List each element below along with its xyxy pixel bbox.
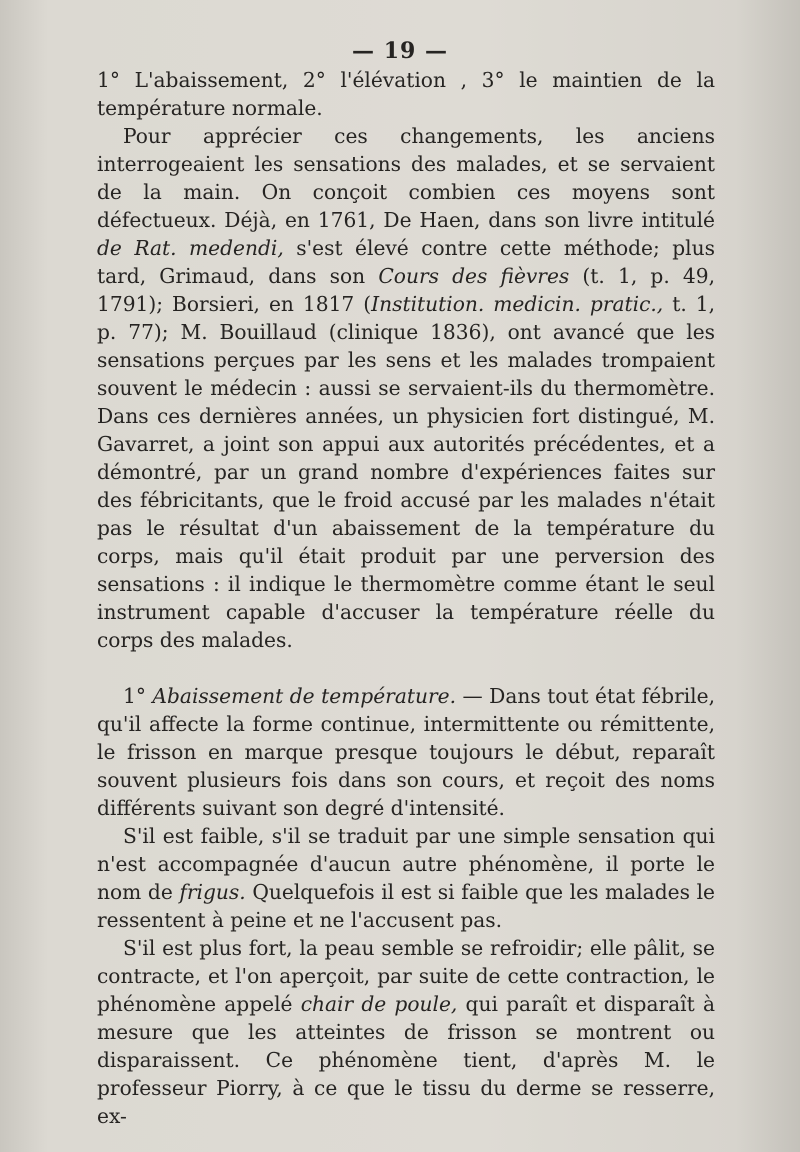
text-run: Pour apprécier ces changements, les anciens interrogeaient les sensations des malades, et se servaient de la main. On conçoit combien ces moyens sont défectueux. Déjà, en 1761, De Haen, dans son livre intitulé [97,124,715,232]
italic-title: Institution. medicin. pratic., [371,292,664,316]
text-run: t. 1, p. 77); M. Bouillaud (clinique 1836), ont avancé que les sensations perçues par les sens et les malades trompaient souvent le médecin : aussi se servaient-ils du thermomètre. Dans ces dernières années, un physicien fort distingué, M. Gavarret, a joint son appui aux autorités précédentes, et a démontré, par un grand nombre d'expériences faites sur des fébricitants, que le froid accusé par les malades n'était pas le résultat d'un abaissement de la température du corps, mais qu'il était produit par une perversion des sensations : il indique le thermomètre comme étant le seul instrument capable d'accuser la température réelle du corps des malades. [97,292,715,652]
text-run: 1° L'abaissement, 2° l'élévation , 3° le maintien de la température normale. [97,68,715,120]
paragraph-4 [97,822,715,934]
text-run: Quelquefois il est si faible que les malades le ressentent à peine et ne l'accusent pas. [97,880,715,932]
text-run: — Dans tout état fébrile, qu'il affecte la forme continue, intermittente ou rémittente, le frisson en marque presque toujours le début, reparaît souvent plusieurs fois dans son cours, et reçoit des noms différents suivant son degré d'intensité. [97,684,715,820]
text-run: S'il est plus fort, la peau semble se refroidir; elle pâlit, se contracte, et l'on aperçoit, par suite de cette contraction, le phénomène appelé [97,936,715,1016]
text-run: 1° [123,684,153,708]
italic-term: frigus. [179,880,246,904]
italic-term: chair de poule, [300,992,458,1016]
body-text [97,66,715,1130]
page-number: — 19 — [352,38,448,64]
text-run: qui paraît et disparaît à mesure que les atteintes de frisson se montrent ou disparaissent. Ce phénomène tient, d'après M. le professeur Piorry, à ce que le tissu du derme se resserre, ex- [97,992,715,1128]
paragraph-2 [97,122,715,654]
paragraph-3 [97,682,715,822]
paragraph-5 [97,934,715,1130]
section-heading: Abaissement de température. [152,684,456,708]
italic-title: Cours des fièvres [378,264,570,288]
text-run: (t. 1, p. 49, 1791); Borsieri, en 1817 ( [97,264,715,316]
text-run: s'est élevé contre cette méthode; plus tard, Grimaud, dans son [97,236,715,288]
italic-title: de Rat. medendi, [97,236,284,260]
paragraph-1 [97,66,715,122]
text-run: S'il est faible, s'il se traduit par une simple sensation qui n'est accompagnée d'aucun autre phénomène, il porte le nom de [97,824,715,904]
